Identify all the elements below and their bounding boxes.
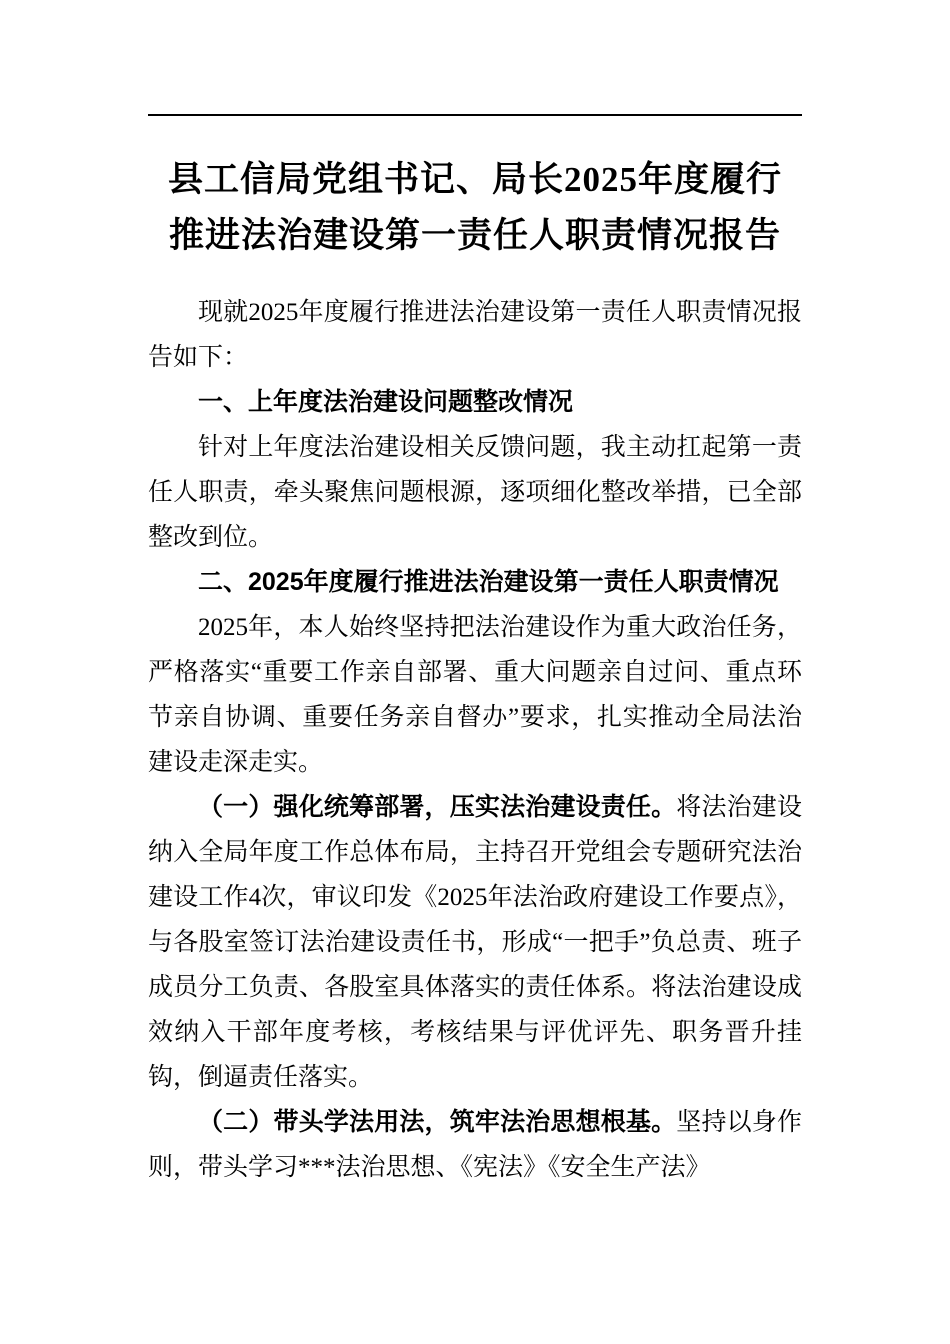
document-title <box>148 152 802 264</box>
text-run: 二、2025年度履行推进法治建设第一责任人职责情况 <box>198 568 779 596</box>
text-run: 坚持以身作则，带头学习***法治思想、《宪法》《安全生产法》 <box>148 1109 802 1181</box>
text-run: 一、上年度法治建设问题整改情况 <box>198 388 574 416</box>
document-body <box>148 290 802 1190</box>
title-line-1: 县工信局党组书记、局长2025年度履行 <box>167 160 782 199</box>
intro-paragraph <box>148 290 802 380</box>
text-run: （二）带头学法用法，筑牢法治思想根基。 <box>198 1108 677 1136</box>
heading-section-1 <box>148 380 802 425</box>
document-content <box>148 114 802 1190</box>
text-run: 现就2025年度履行推进法治建设第一责任人职责情况报告如下： <box>148 299 802 371</box>
text-run: 2025年，本人始终坚持把法治建设作为重大政治任务，严格落实“重要工作亲自部署、重大问题亲自过问、重点环节亲自协调、重要任务亲自督办”要求，扎实推动全局法治建设走深走实。 <box>148 614 802 776</box>
header-rule <box>148 114 802 116</box>
heading-section-2 <box>148 560 802 605</box>
title-line-2: 推进法治建设第一责任人职责情况报告 <box>168 216 781 255</box>
text-run: 将法治建设纳入全局年度工作总体布局，主持召开党组会专题研究法治建设工作4次，审议印发《2025年法治政府建设工作要点》，与各股室签订法治建设责任书，形成“一把手”负总责、班子成员分工负责、各股室具体落实的责任体系。将法治建设成效纳入干部年度考核，考核结果与评优评先、职务晋升挂钩，倒逼责任落实。 <box>148 794 802 1091</box>
paragraph-rectification <box>148 425 802 560</box>
paragraph-item-2 <box>148 1100 802 1190</box>
paragraph-overview <box>148 605 802 785</box>
text-run: （一）强化统筹部署，压实法治建设责任。 <box>198 793 677 821</box>
text-run: 针对上年度法治建设相关反馈问题，我主动扛起第一责任人职责，牵头聚焦问题根源，逐项细化整改举措，已全部整改到位。 <box>148 434 802 551</box>
paragraph-item-1 <box>148 785 802 1100</box>
